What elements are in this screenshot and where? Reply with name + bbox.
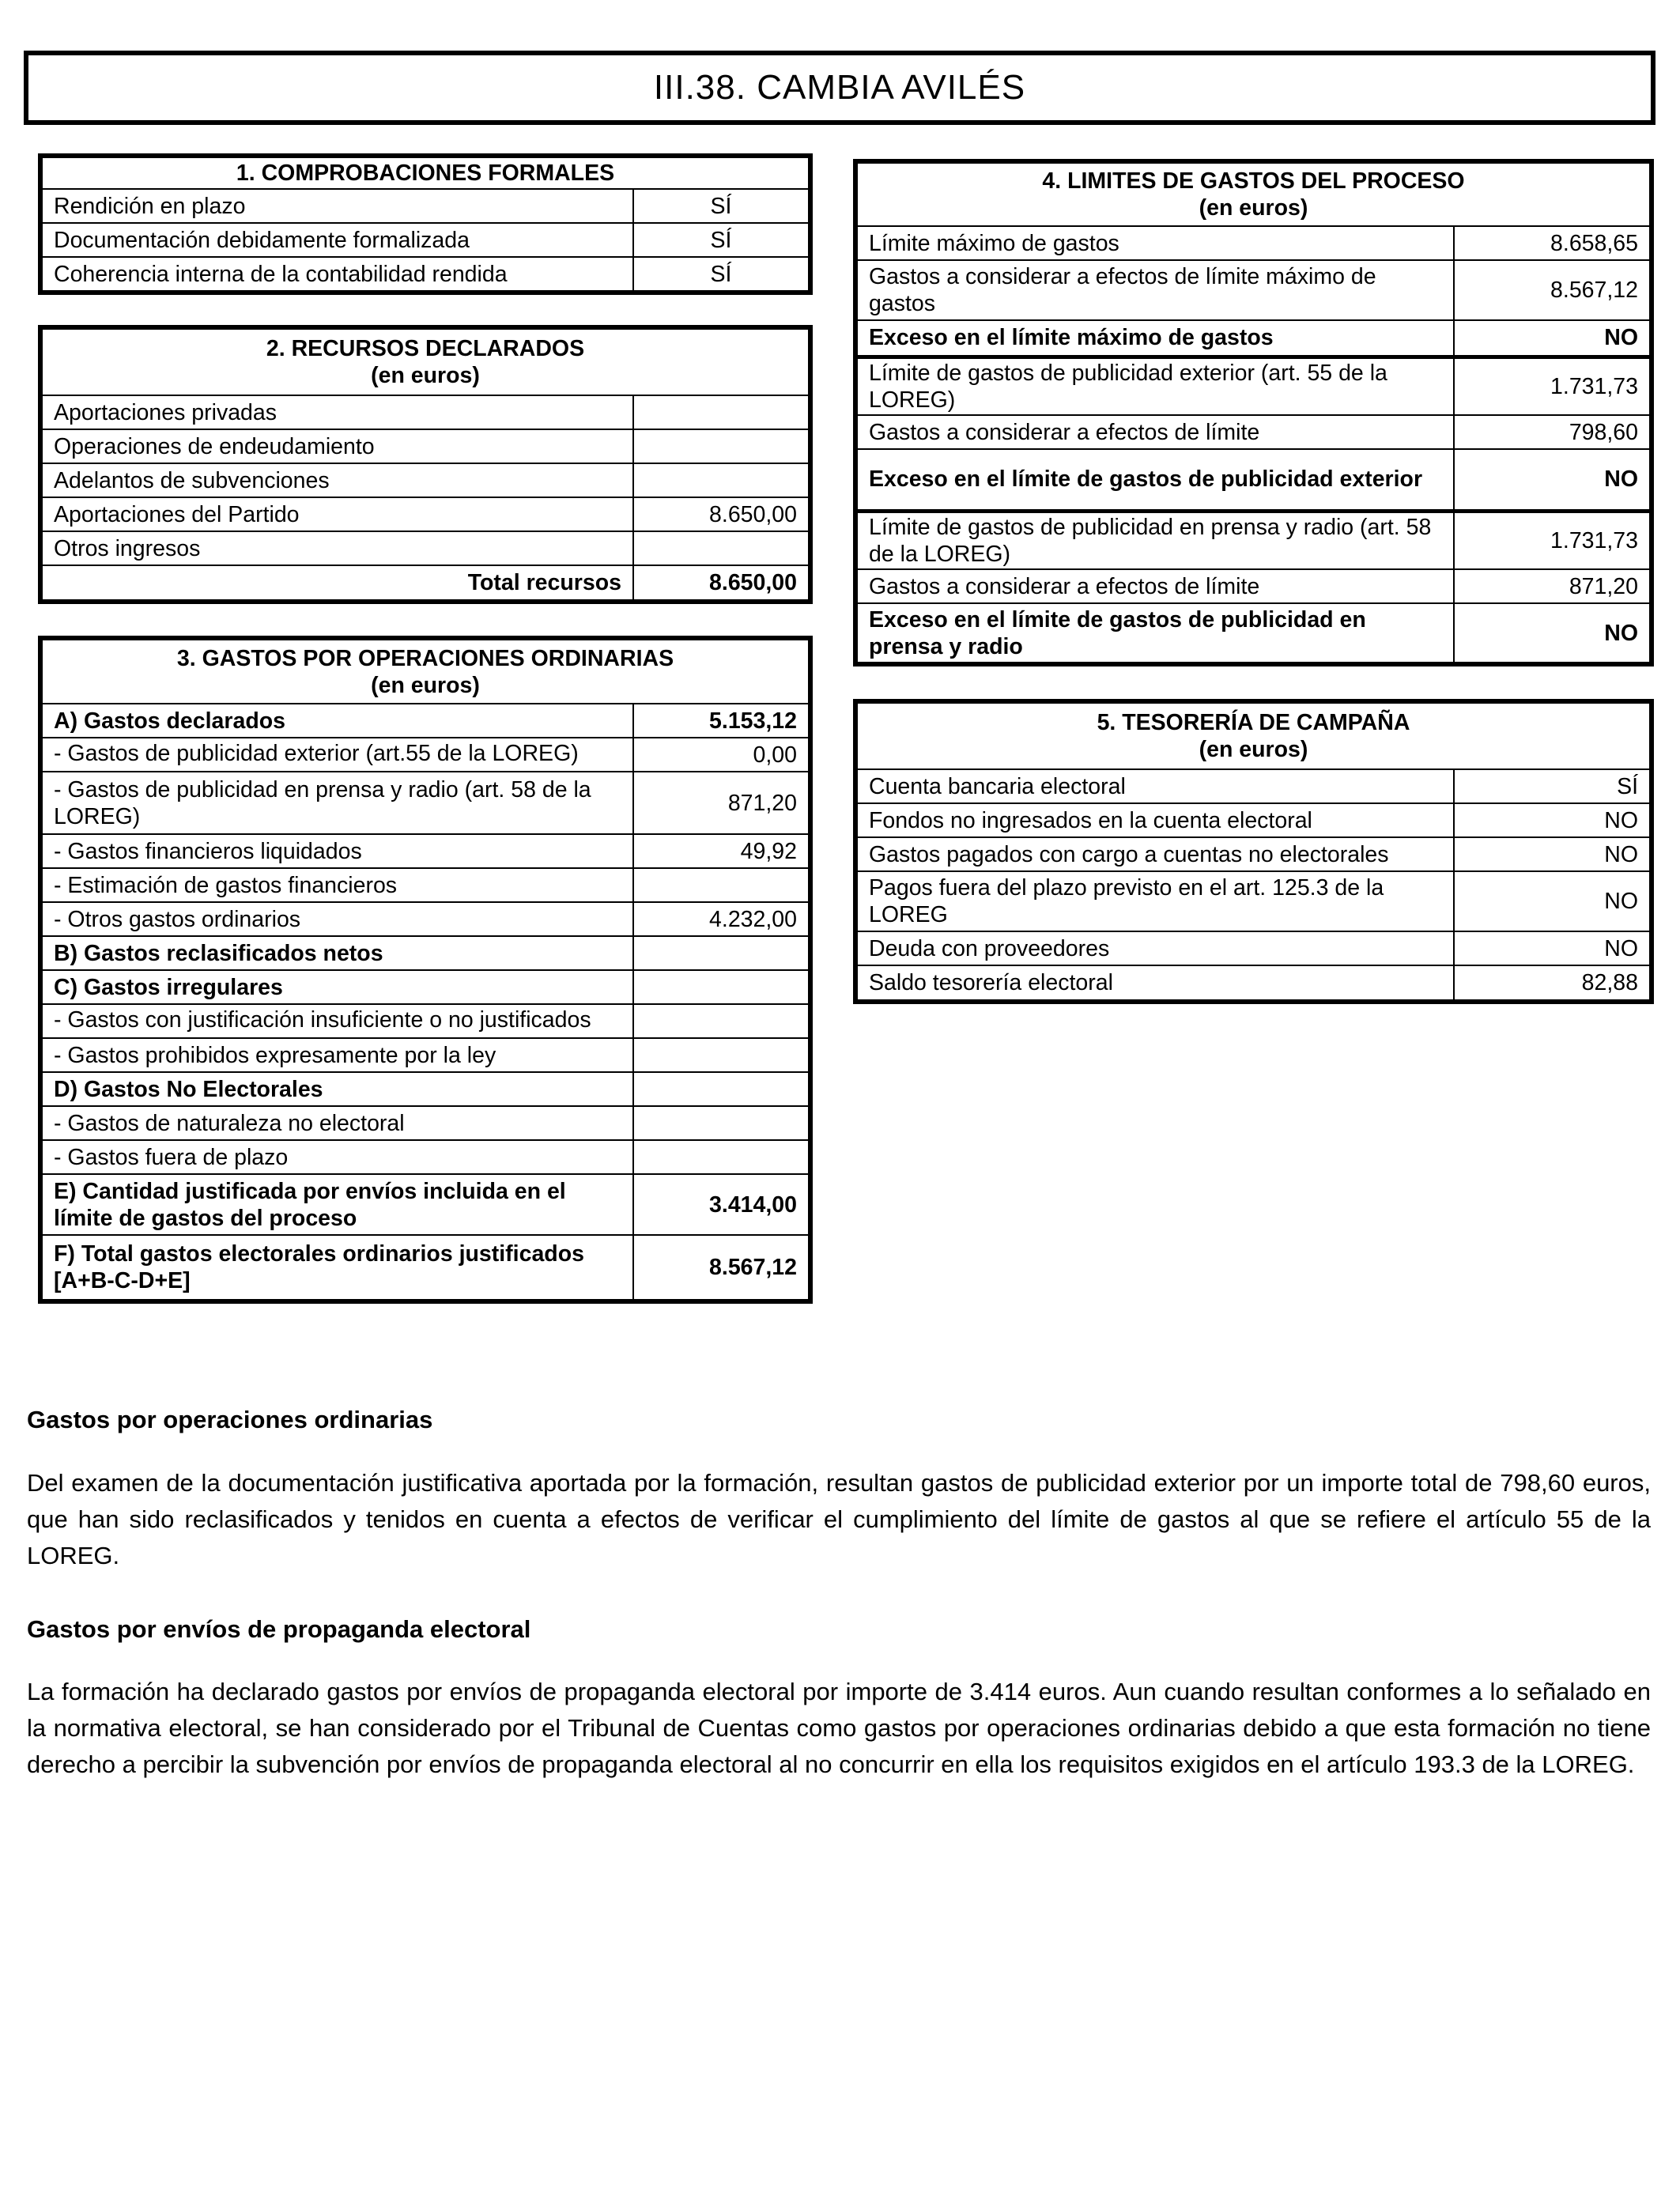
table-row [855,511,1652,569]
row-value [633,463,810,497]
table-row [40,738,810,772]
row-label: - Gastos fuera de plazo [40,1140,633,1174]
row-label: Gastos a considerar a efectos de límite [855,569,1454,603]
table-row [40,1072,810,1106]
table-row [40,936,810,970]
row-label: Aportaciones del Partido [40,497,633,531]
table-header [40,638,810,704]
row-label: Otros ingresos [40,531,633,565]
table-gastos-operaciones-ordinarias [38,636,813,1304]
row-value [633,395,810,429]
table-row [855,260,1652,320]
row-value [633,531,810,565]
table-row [40,223,810,257]
row-label: Adelantos de subvenciones [40,463,633,497]
row-label: Saldo tesorería electoral [855,965,1454,1002]
table-header [855,161,1652,226]
row-value: SÍ [633,189,810,223]
document-title: III.38. CAMBIA AVILÉS [24,51,1655,125]
row-label: Coherencia interna de la contabilidad rendida [40,257,633,293]
row-label: Cuenta bancaria electoral [855,769,1454,803]
table-row [40,1038,810,1072]
table-comprobaciones-formales [38,153,813,295]
table-row [40,902,810,936]
row-label: B) Gastos reclasificados netos [40,936,633,970]
row-label: - Gastos de naturaleza no electoral [40,1106,633,1140]
row-value: NO [1454,837,1652,871]
table-row [855,569,1652,603]
row-label: - Otros gastos ordinarios [40,902,633,936]
section-heading-envios-propaganda: Gastos por envíos de propaganda electoral [27,1615,531,1643]
table-row [855,931,1652,965]
table-header [40,327,810,395]
row-value: 1.731,73 [1454,357,1652,415]
row-value: 4.232,00 [633,902,810,936]
table-limites-gastos [853,159,1654,667]
table-row [40,395,810,429]
row-value: 1.731,73 [1454,511,1652,569]
row-value: 49,92 [633,834,810,868]
row-value: NO [1454,803,1652,837]
table-row [40,257,810,293]
table-header-units: (en euros) [371,672,480,698]
row-label: Documentación debidamente formalizada [40,223,633,257]
table-row [855,357,1652,415]
row-label-text: - Gastos de publicidad exterior (art.55 de la LOREG) [54,741,579,766]
table-tesoreria-campana [853,699,1654,1004]
row-value: 8.658,65 [1454,226,1652,260]
row-label [40,1004,633,1038]
row-label: F) Total gastos electorales ordinarios justificados [A+B-C-D+E] [40,1235,633,1301]
row-value: 8.567,12 [633,1235,810,1301]
row-value: 82,88 [1454,965,1652,1002]
row-value [633,868,810,902]
row-label: Operaciones de endeudamiento [40,429,633,463]
row-value [633,936,810,970]
row-value: SÍ [1454,769,1652,803]
row-value: NO [1454,871,1652,931]
row-value: 8.650,00 [633,497,810,531]
table-row [40,1235,810,1301]
row-value: SÍ [633,257,810,293]
row-label [40,738,633,772]
row-label: E) Cantidad justificada por envíos incluida en el límite de gastos del proceso [40,1174,633,1235]
table-row [40,1106,810,1140]
row-value: 871,20 [1454,569,1652,603]
row-value: 798,60 [1454,415,1652,449]
total-label: Total recursos [40,565,633,602]
table-row [40,531,810,565]
row-label: D) Gastos No Electorales [40,1072,633,1106]
table-header-title: 2. RECURSOS DECLARADOS [266,336,585,361]
table-row [40,429,810,463]
table-row [855,769,1652,803]
row-label-text: - Gastos con justificación insuficiente o no justificados [54,1007,591,1033]
table-row [40,497,810,531]
table-row [40,1004,810,1038]
table-row [855,837,1652,871]
row-label: Gastos a considerar a efectos de límite máximo de gastos [855,260,1454,320]
row-value [633,1004,810,1038]
row-value [633,1106,810,1140]
row-label: - Estimación de gastos financieros [40,868,633,902]
row-label: Límite de gastos de publicidad exterior (art. 55 de la LOREG) [855,357,1454,415]
table-header [855,701,1652,769]
row-value: 871,20 [633,772,810,834]
table-row [855,320,1652,357]
row-label: Deuda con proveedores [855,931,1454,965]
row-label: - Gastos prohibidos expresamente por la ley [40,1038,633,1072]
row-value [633,1140,810,1174]
row-label: Pagos fuera del plazo previsto en el art. 125.3 de la LOREG [855,871,1454,931]
table-row [855,449,1652,511]
row-label: Exceso en el límite máximo de gastos [855,320,1454,357]
table-header: 1. COMPROBACIONES FORMALES [40,156,810,189]
row-label: A) Gastos declarados [40,704,633,738]
row-label: C) Gastos irregulares [40,970,633,1004]
row-value: SÍ [633,223,810,257]
row-value [633,970,810,1004]
table-row [40,868,810,902]
row-value [633,1072,810,1106]
row-label: Exceso en el límite de gastos de publicidad en prensa y radio [855,603,1454,664]
table-row [855,871,1652,931]
table-row [40,1174,810,1235]
row-label: Exceso en el límite de gastos de publicidad exterior [855,449,1454,511]
table-header-units: (en euros) [1199,737,1308,762]
row-label: Rendición en plazo [40,189,633,223]
row-label: Gastos pagados con cargo a cuentas no electorales [855,837,1454,871]
table-header-units: (en euros) [371,363,480,388]
paragraph-envios-propaganda: La formación ha declarado gastos por envíos de propaganda electoral por importe de 3.414 euros. Aun cuando resultan conformes a lo señalado en la normativa electoral, se han considerado por el Tribunal de Cuentas como gastos por operaciones ordinarias debido a que esta formación no tiene derecho a percibir la subvención por envíos de propaganda electoral al no concurrir en ella los requisitos exigidos en el artículo 193.3 de la LOREG. [27,1678,1651,1778]
table-row [40,1140,810,1174]
total-value: 8.650,00 [633,565,810,602]
table-header-title: 3. GASTOS POR OPERACIONES ORDINARIAS [176,645,674,671]
row-label: - Gastos de publicidad en prensa y radio (art. 58 de la LOREG) [40,772,633,834]
row-value: NO [1454,931,1652,965]
table-row [855,226,1652,260]
table-row [855,803,1652,837]
row-label: Límite de gastos de publicidad en prensa y radio (art. 58 de la LOREG) [855,511,1454,569]
paragraph-operaciones-ordinarias: Del examen de la documentación justificativa aportada por la formación, resultan gastos de publicidad exterior por un importe total de 798,60 euros, que han sido reclasificados y tenidos en cuenta a efectos de verificar el cumplimiento del límite de gastos al que se refiere el artículo 55 de la LOREG. [27,1469,1651,1569]
row-value: 8.567,12 [1454,260,1652,320]
table-row [40,463,810,497]
row-value: 3.414,00 [633,1174,810,1235]
row-value: NO [1454,320,1652,357]
row-value [633,1038,810,1072]
table-header-title: 4. LIMITES DE GASTOS DEL PROCESO [1042,168,1465,194]
section-heading-operaciones-ordinarias: Gastos por operaciones ordinarias [27,1406,433,1433]
table-header-title: 5. TESORERÍA DE CAMPAÑA [1097,710,1410,735]
table-row [40,189,810,223]
table-row [40,772,810,834]
table-row [855,603,1652,664]
table-row [855,415,1652,449]
table-row [40,970,810,1004]
table-row [40,834,810,868]
table-header-units: (en euros) [1199,195,1308,221]
table-recursos-declarados [38,325,813,604]
row-label: - Gastos financieros liquidados [40,834,633,868]
row-value [633,429,810,463]
table-row [855,965,1652,1002]
row-label: Límite máximo de gastos [855,226,1454,260]
row-value: NO [1454,449,1652,511]
row-label: Fondos no ingresados en la cuenta electoral [855,803,1454,837]
row-value: 0,00 [633,738,810,772]
table-row-total [40,565,810,602]
row-value: 5.153,12 [633,704,810,738]
row-value: NO [1454,603,1652,664]
table-row [40,704,810,738]
row-label: Gastos a considerar a efectos de límite [855,415,1454,449]
row-label: Aportaciones privadas [40,395,633,429]
